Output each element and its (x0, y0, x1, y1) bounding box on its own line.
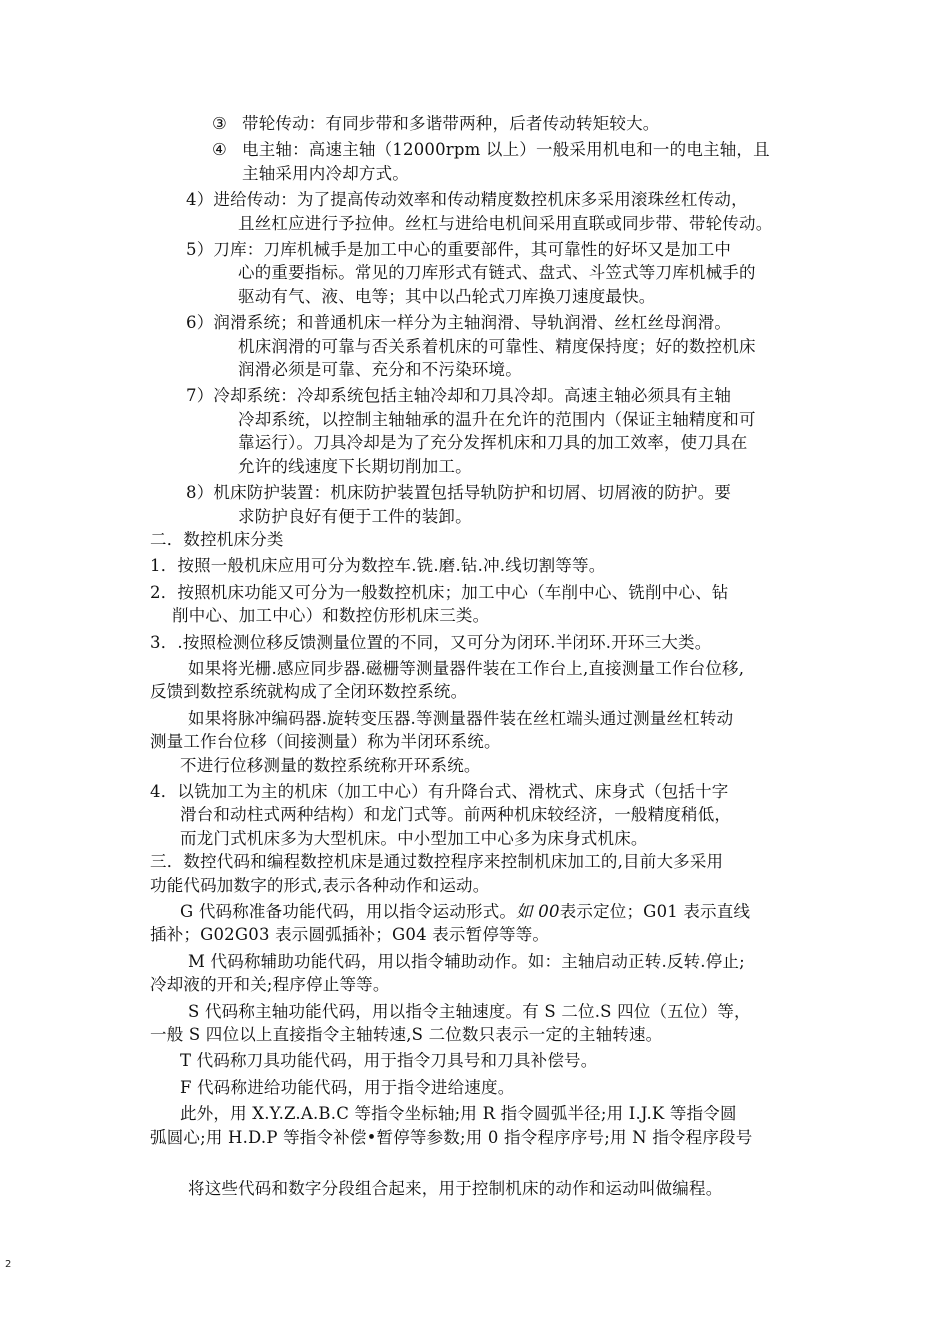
g-code-paragraph (150, 900, 820, 947)
closed-loop-line2: 反馈到数控系统就构成了全闭环数控系统。 (150, 682, 468, 702)
list-item-lubrication (150, 311, 820, 381)
cooling-line4: 允许的线速度下长期切削加工。 (238, 456, 472, 476)
g-code-text-italic: 如 00 (516, 902, 560, 921)
list-item-tool-magazine (150, 238, 820, 308)
semi-closed-loop-paragraph (150, 707, 820, 754)
tool-magazine-line2: 心的重要指标。常见的刀库形式有链式、盘式、斗笠式等刀库机械手的 (238, 263, 756, 283)
classification-item-2-line2: 削中心、加工中心）和数控仿形机床三类。 (172, 606, 490, 626)
classification-item-4-line3: 而龙门式机床多为大型机床。中小型加工中心多为床身式机床。 (180, 828, 648, 848)
section-heading-codes (150, 850, 820, 897)
programming-definition: 将这些代码和数字分段组合起来，用于控制机床的动作和运动叫做编程。 (188, 1179, 723, 1199)
m-code-line2: 冷却液的开和关;程序停止等等。 (150, 975, 390, 995)
s-code-paragraph (150, 1000, 820, 1047)
lubrication-line3: 润滑必须是可靠、充分和不污染环境。 (238, 360, 522, 380)
cooling-line3: 靠运行）。刀具冷却是为了充分发挥机床和刀具的加工效率，使刀具在 (238, 433, 748, 453)
classification-item-4-line2: 滑台和动柱式两种结构）和龙门式等。前两种机床较经济，一般精度稍低， (180, 805, 732, 825)
codes-heading-line1: 三．数控代码和编程数控机床是通过数控程序来控制机床加工的,目前大多采用 (150, 852, 724, 872)
list-item-electric-spindle (150, 138, 820, 185)
section-heading-classification: 二．数控机床分类 (150, 529, 284, 549)
lubrication-line1: 6）润滑系统；和普通机床一样分为主轴润滑、导轨润滑、丝杠丝母润滑。 (186, 313, 732, 333)
protection-line1: 8）机床防护装置：机床防护装置包括导轨防护和切屑、切屑液的防护。要 (186, 483, 732, 503)
tool-magazine-line1: 5）刀库：刀库机械手是加工中心的重要部件，其可靠性的好坏又是加工中 (186, 240, 732, 260)
s-code-line1: S 代码称主轴功能代码，用以指令主轴速度。有 S 二位.S 四位（五位）等， (188, 1001, 751, 1021)
other-codes-line1: 此外，用 X.Y.Z.A.B.C 等指令坐标轴;用 R 指令圆弧半径;用 I.J.K 等指令圆 (180, 1104, 737, 1124)
g-code-text-b: 表示定位；G01 表示直线 (559, 902, 751, 921)
cooling-line1: 7）冷却系统：冷却系统包括主轴冷却和刀具冷却。高速主轴必须具有主轴 (186, 386, 732, 406)
electric-spindle-line1: 电主轴：高速主轴（12000rpm 以上）一般采用机电和一的电主轴，且 (242, 140, 770, 160)
list-item-feed-drive (150, 188, 820, 235)
closed-loop-line1: 如果将光栅.感应同步器.磁栅等测量器件装在工作台上,直接测量工作台位移, (188, 658, 745, 678)
feed-drive-line1: 4）进给传动：为了提高传动效率和传动精度数控机床多采用滚珠丝杠传动， (186, 190, 748, 210)
s-code-line2: 一般 S 四位以上直接指令主轴转速,S 二位数只表示一定的主轴转速。 (150, 1025, 663, 1045)
closed-loop-paragraph (150, 657, 820, 704)
open-loop-paragraph: 不进行位移测量的数控系统称开环系统。 (180, 755, 481, 775)
f-code-paragraph: F 代码称进给功能代码，用于指令进给速度。 (180, 1077, 515, 1097)
circled-number-3: ③ (212, 114, 227, 133)
g-code-line1 (150, 900, 820, 923)
list-item-belt-drive (150, 112, 820, 135)
t-code-paragraph: T 代码称刀具功能代码，用于指令刀具号和刀具补偿号。 (180, 1051, 598, 1071)
classification-item-3: 3．.按照检测位移反馈测量位置的不同，又可分为闭环.半闭环.开环三大类。 (150, 632, 712, 652)
other-codes-paragraph (150, 1102, 820, 1149)
g-code-text-a: G 代码称准备功能代码，用以指令运动形式。 (180, 902, 517, 921)
classification-item-4 (150, 780, 820, 850)
other-codes-line2: 弧圆心;用 H.D.P 等指令补偿•暂停等参数;用 0 指令程序序号;用 N 指令程序段号 (150, 1127, 753, 1147)
codes-heading-line2: 功能代码加数字的形式,表示各种动作和运动。 (150, 875, 490, 895)
semi-closed-loop-line1: 如果将脉冲编码器.旋转变压器.等测量器件装在丝杠端头通过测量丝杠转动 (188, 708, 734, 728)
electric-spindle-line2: 主轴采用内冷却方式。 (242, 163, 409, 183)
classification-item-2-line1: 2．按照机床功能又可分为一般数控机床；加工中心（车削中心、铣削中心、钻 (150, 582, 729, 602)
m-code-line1: M 代码称辅助功能代码，用以指令辅助动作。如：主轴启动正转.反转.停止; (188, 951, 745, 971)
semi-closed-loop-line2: 测量工作台位移（间接测量）称为半闭环系统。 (150, 732, 501, 752)
lubrication-line2: 机床润滑的可靠与否关系着机床的可靠性、精度保持度；好的数控机床 (238, 336, 756, 356)
tool-magazine-line3: 驱动有气、液、电等；其中以凸轮式刀库换刀速度最快。 (238, 286, 656, 306)
classification-item-1: 1．按照一般机床应用可分为数控车.铣.磨.钻.冲.线切割等等。 (150, 556, 606, 576)
cooling-line2: 冷却系统，以控制主轴轴承的温升在允许的范围内（保证主轴精度和可 (238, 409, 756, 429)
feed-drive-line2: 且丝杠应进行予拉伸。丝杠与进给电机间采用直联或同步带、带轮传动。 (238, 213, 773, 233)
m-code-paragraph (150, 950, 820, 997)
page-number: 2 (5, 1259, 12, 1270)
document-body (150, 112, 820, 1200)
list-item-protection (150, 481, 820, 528)
circled-number-4: ④ (212, 140, 227, 160)
classification-item-2 (150, 581, 820, 628)
g-code-line2: 插补；G02G03 表示圆弧插补；G04 表示暂停等等。 (150, 925, 550, 945)
protection-line2: 求防护良好有便于工件的装卸。 (238, 506, 472, 526)
belt-drive-text: 带轮传动：有同步带和多谐带两种，后者传动转矩较大。 (242, 114, 660, 133)
classification-item-4-line1: 4．以铣加工为主的机床（加工中心）有升降台式、滑枕式、床身式（包括十字 (150, 781, 729, 801)
list-item-cooling (150, 384, 820, 478)
